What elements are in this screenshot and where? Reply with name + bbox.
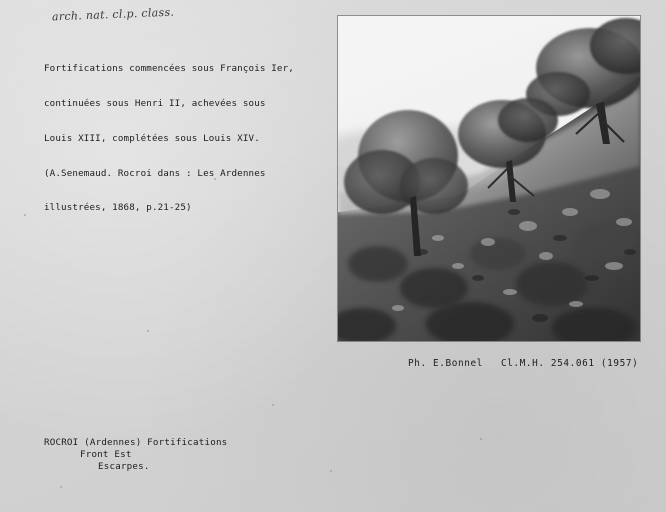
typed-line: illustrées, 1868, p.21-25): [44, 202, 192, 214]
typed-line: Fortifications commencées sous François Ier,: [44, 63, 294, 75]
paper-speck: [330, 470, 332, 472]
photo-credit-line: [408, 358, 638, 369]
paper-speck: [147, 330, 149, 332]
photograph-image: [338, 16, 640, 341]
paper-speck: [24, 214, 26, 216]
ident-title: ROCROI (Ardennes) Fortifications: [44, 437, 228, 448]
paper-speck: [60, 486, 62, 488]
paper-speck: [480, 438, 482, 440]
typed-line: (A.Senemaud. Rocroi dans : Les Ardennes: [44, 167, 266, 179]
typed-line: Louis XIII, complétées sous Louis XIV.: [44, 132, 260, 144]
inventory-reference: Cl.M.H. 254.061 (1957): [500, 358, 639, 369]
mounted-photograph: [338, 16, 640, 341]
identification-block: [44, 437, 227, 473]
typed-description-block: [44, 40, 334, 237]
photographer-credit: Ph. E.Bonnel: [408, 358, 483, 369]
typed-line: continuées sous Henri II, achevées sous: [44, 97, 266, 109]
ident-detail: Escarpes.: [98, 461, 150, 472]
paper-speck: [272, 404, 274, 406]
handwritten-annotation: arch. nat. cl.p. class.: [51, 5, 175, 24]
ident-subtitle: Front Est: [80, 449, 132, 460]
